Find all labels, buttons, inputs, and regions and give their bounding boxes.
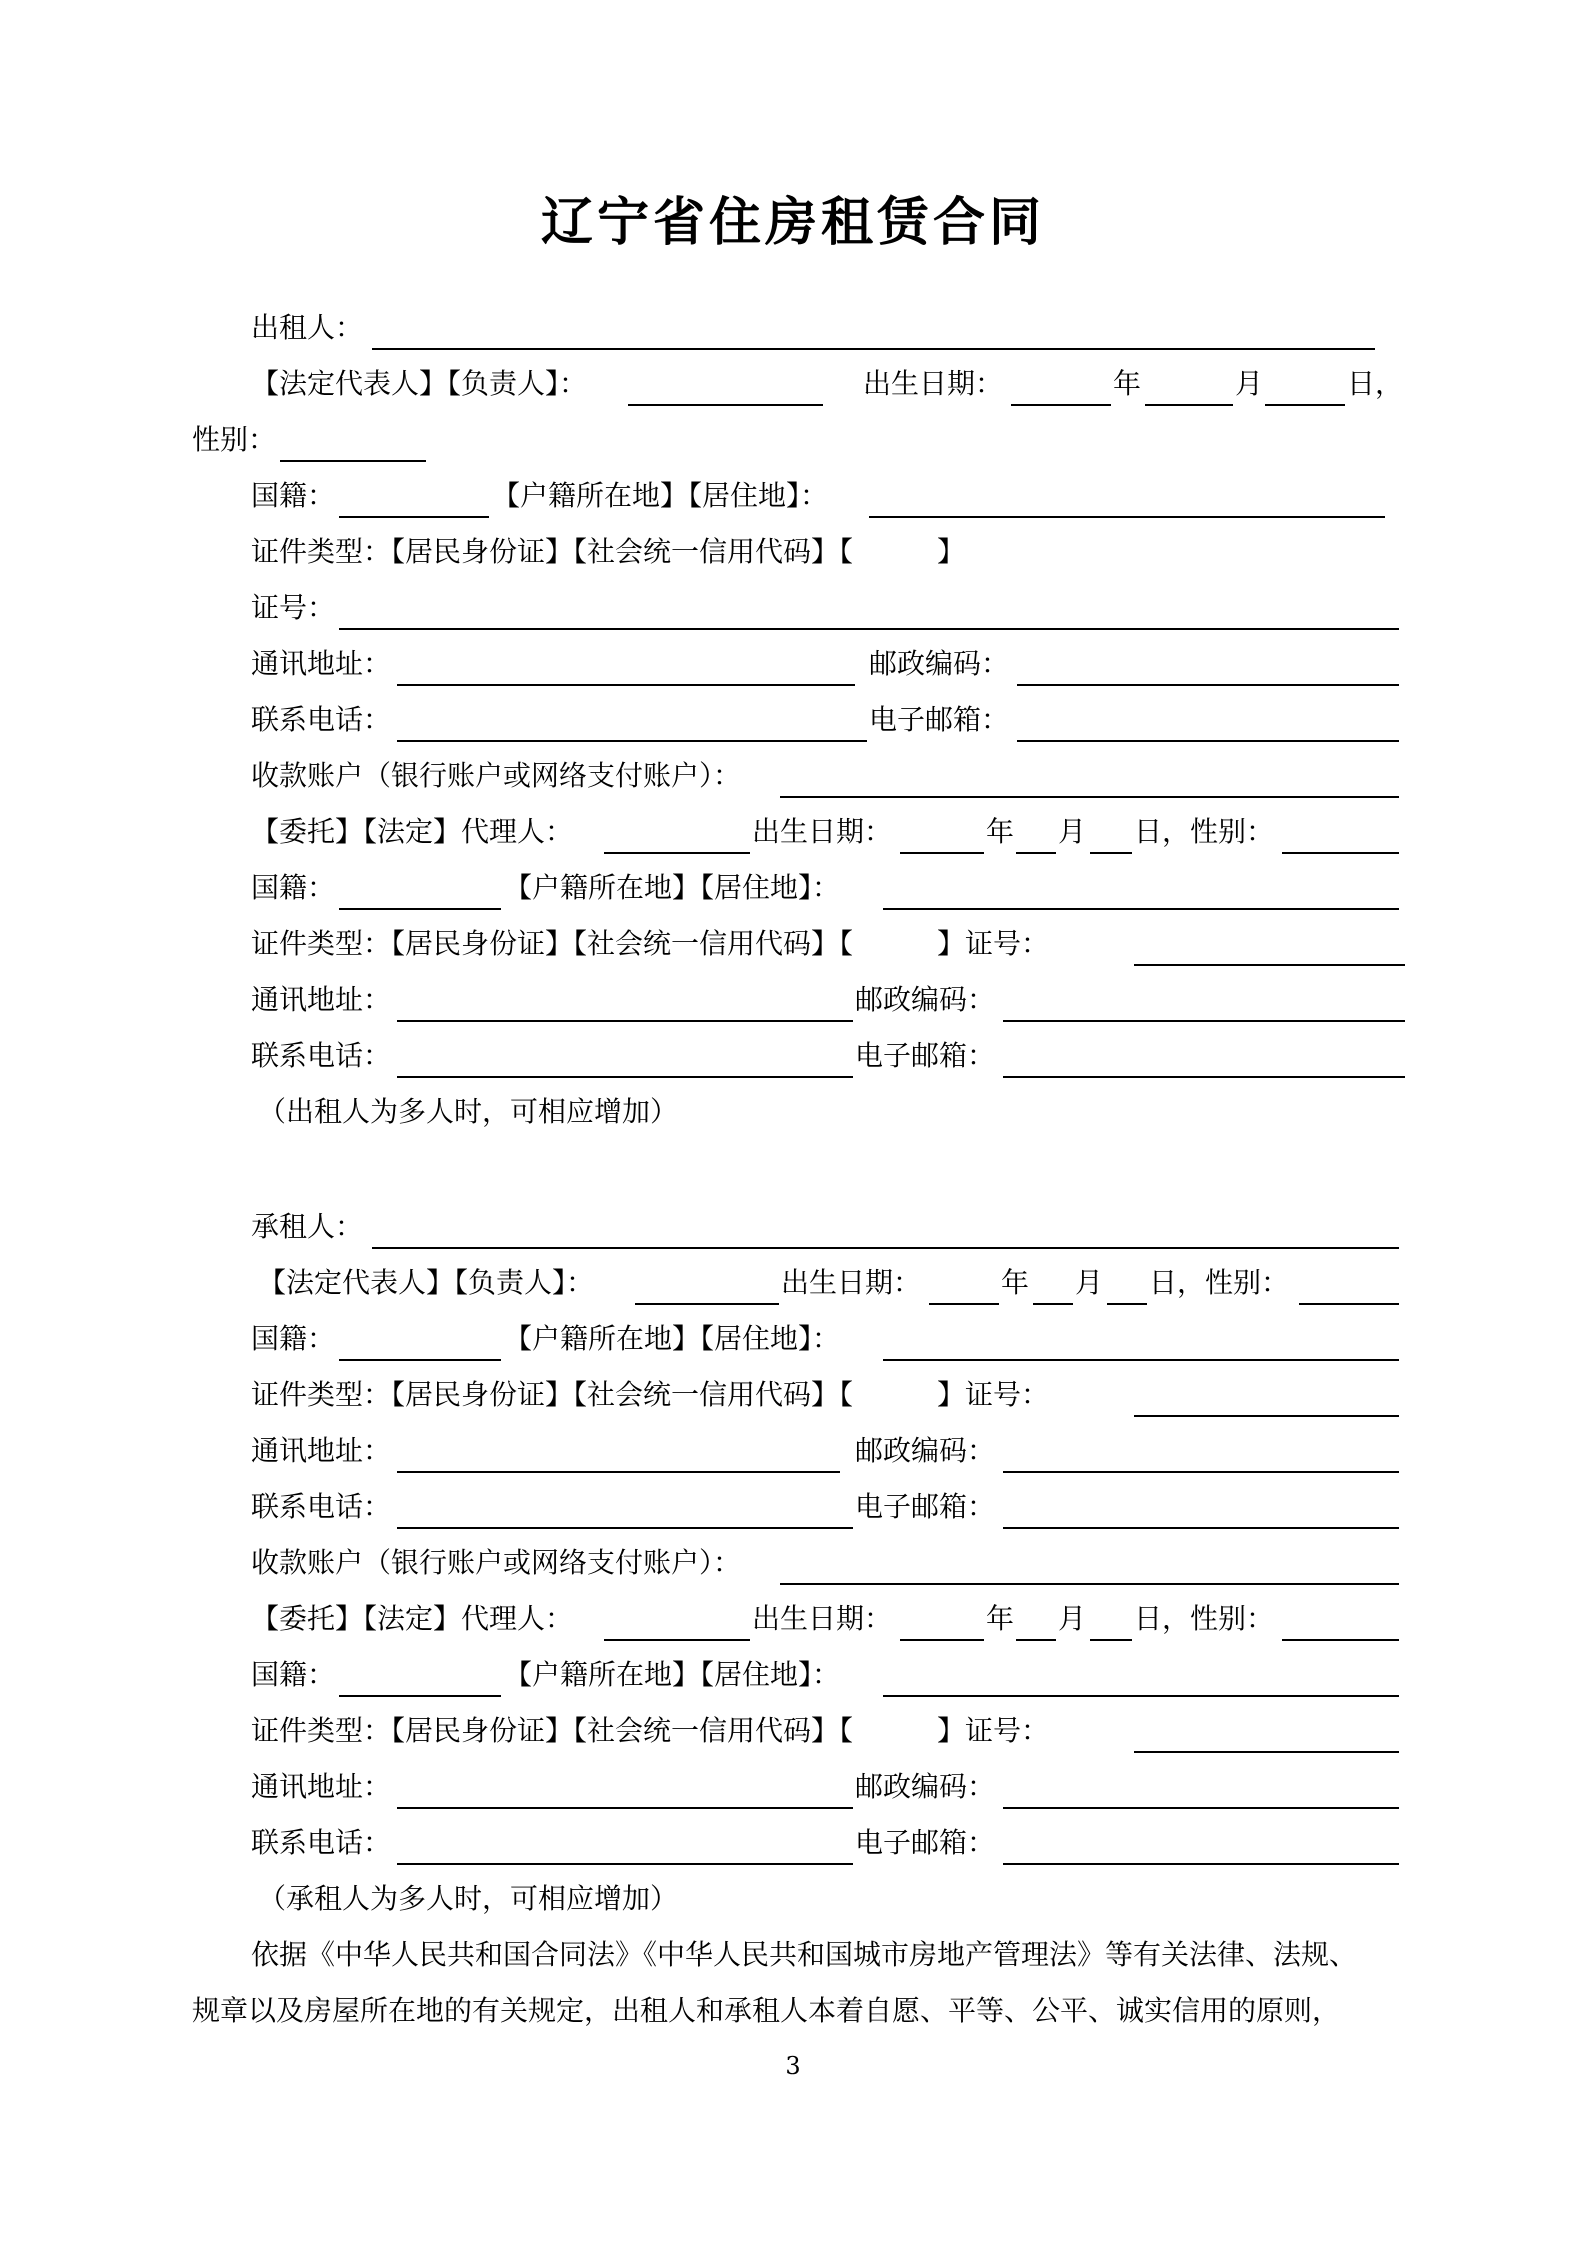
lessor-agent-address-field[interactable] xyxy=(397,1020,853,1022)
lessor-nationality-label: 国籍： xyxy=(251,479,336,512)
lessor-agent-postcode-label: 邮政编码： xyxy=(855,983,996,1016)
lessor-agent-year-field[interactable] xyxy=(900,852,984,854)
lessee-rep-field[interactable] xyxy=(635,1303,779,1305)
lessee-agent-phone-field[interactable] xyxy=(397,1863,853,1865)
lessor-email-field[interactable] xyxy=(1017,740,1399,742)
lessee-address-row xyxy=(0,1431,1586,1481)
lessee-agent-postcode-field[interactable] xyxy=(1003,1807,1399,1809)
lessor-email-label: 电子邮箱： xyxy=(869,703,1010,736)
lessee-account-field[interactable] xyxy=(780,1583,1399,1585)
lessee-agent-day-gender-label: 日，性别： xyxy=(1134,1602,1275,1635)
basis-paragraph-line-1: 依据《中华人民共和国合同法》《中华人民共和国城市房地产管理法》等有关法律、法规、 xyxy=(251,1938,1358,1971)
lessee-agent-birth-label: 出生日期： xyxy=(752,1602,893,1635)
lessor-agent-field[interactable] xyxy=(604,852,750,854)
lessee-agent-nationality-row xyxy=(0,1655,1586,1705)
lessee-agent-phone-row xyxy=(0,1823,1586,1873)
lessor-agent-month-field[interactable] xyxy=(1016,852,1056,854)
lessor-address-field[interactable] xyxy=(397,684,855,686)
lessee-nationality-row xyxy=(0,1319,1586,1369)
lessee-agent-year-field[interactable] xyxy=(900,1639,984,1641)
lessor-agent-year-label: 年 xyxy=(986,815,1015,848)
lessor-agent-birth-label: 出生日期： xyxy=(752,815,893,848)
lessee-postcode-field[interactable] xyxy=(1003,1471,1399,1473)
lessor-agent-nationality-row xyxy=(0,868,1586,918)
lessee-agent-month-field[interactable] xyxy=(1016,1639,1056,1641)
lessor-postcode-label: 邮政编码： xyxy=(869,647,1010,680)
lessee-agent-email-label: 电子邮箱： xyxy=(855,1826,996,1859)
lessor-gender-row xyxy=(0,420,1586,470)
lessor-note: （出租人为多人时，可相应增加） xyxy=(258,1095,679,1128)
lessee-postcode-label: 邮政编码： xyxy=(855,1434,996,1467)
lessee-agent-nationality-field[interactable] xyxy=(339,1695,501,1697)
lessor-address-label: 通讯地址： xyxy=(251,647,392,680)
lessee-residence-label: 【户籍所在地】【居住地】： xyxy=(504,1322,841,1355)
lessee-rep-label: 【法定代表人】【负责人】： xyxy=(258,1266,595,1299)
lessee-agent-id-no-field[interactable] xyxy=(1134,1751,1399,1753)
lessor-agent-label: 【委托】【法定】代理人： xyxy=(251,815,574,848)
lessee-account-row xyxy=(0,1543,1586,1593)
lessee-month-label: 月 xyxy=(1075,1266,1104,1299)
lessor-name-row xyxy=(0,308,1586,358)
lessor-agent-id-type-label: 证件类型：【居民身份证】【社会统一信用代码】【 】证号： xyxy=(251,927,1050,960)
lessor-phone-row xyxy=(0,700,1586,750)
lessor-agent-gender-field[interactable] xyxy=(1282,852,1399,854)
lessee-phone-row xyxy=(0,1487,1586,1537)
lessee-agent-gender-field[interactable] xyxy=(1282,1639,1399,1641)
lessor-rep-row xyxy=(0,364,1586,414)
lessor-nationality-field[interactable] xyxy=(339,516,489,518)
lessor-id-no-label: 证号： xyxy=(251,591,336,624)
lessor-agent-residence-label: 【户籍所在地】【居住地】： xyxy=(504,871,841,904)
lessee-agent-residence-label: 【户籍所在地】【居住地】： xyxy=(504,1658,841,1691)
lessor-birth-month-field[interactable] xyxy=(1145,404,1233,406)
lessee-agent-year-label: 年 xyxy=(986,1602,1015,1635)
lessor-agent-month-label: 月 xyxy=(1058,815,1087,848)
lessee-birth-label: 出生日期： xyxy=(781,1266,922,1299)
basis-paragraph-line-2: 规章以及房屋所在地的有关规定，出租人和承租人本着自愿、平等、公平、诚实信用的原则， xyxy=(192,1994,1341,2027)
lessee-residence-field[interactable] xyxy=(883,1359,1399,1361)
lessor-nationality-row xyxy=(0,476,1586,526)
lessee-id-type-label: 证件类型：【居民身份证】【社会统一信用代码】【 】证号： xyxy=(251,1378,1050,1411)
lessee-agent-label: 【委托】【法定】代理人： xyxy=(251,1602,574,1635)
lessee-agent-email-field[interactable] xyxy=(1003,1863,1399,1865)
lessee-address-field[interactable] xyxy=(397,1471,840,1473)
lessee-agent-row xyxy=(0,1599,1586,1649)
lessee-agent-id-type-label: 证件类型：【居民身份证】【社会统一信用代码】【 】证号： xyxy=(251,1714,1050,1747)
lessor-agent-residence-field[interactable] xyxy=(883,908,1399,910)
lessor-rep-field[interactable] xyxy=(628,404,823,406)
lessor-agent-phone-field[interactable] xyxy=(397,1076,853,1078)
lessee-agent-id-row xyxy=(0,1711,1586,1761)
lessor-gender-field[interactable] xyxy=(280,460,426,462)
lessor-name-field[interactable] xyxy=(372,348,1375,350)
lessor-agent-day-gender-label: 日，性别： xyxy=(1134,815,1275,848)
lessor-agent-id-row xyxy=(0,924,1586,974)
lessor-day-label: 日， xyxy=(1347,367,1404,400)
lessor-account-row xyxy=(0,756,1586,806)
lessor-note-row xyxy=(0,1092,1586,1142)
lessor-phone-label: 联系电话： xyxy=(251,703,392,736)
lessee-email-field[interactable] xyxy=(1003,1527,1399,1529)
lessee-email-label: 电子邮箱： xyxy=(855,1490,996,1523)
lessee-rep-row xyxy=(0,1263,1586,1313)
lessee-phone-field[interactable] xyxy=(397,1527,853,1529)
lessor-account-field[interactable] xyxy=(780,796,1399,798)
lessee-nationality-field[interactable] xyxy=(339,1359,501,1361)
lessor-residence-field[interactable] xyxy=(869,516,1385,518)
lessor-gender-label: 性别： xyxy=(192,423,277,456)
lessor-agent-nationality-field[interactable] xyxy=(339,908,501,910)
lessee-agent-address-label: 通讯地址： xyxy=(251,1770,392,1803)
lessor-agent-phone-row xyxy=(0,1036,1586,1086)
lessor-rep-label: 【法定代表人】【负责人】： xyxy=(251,367,588,400)
lessee-birth-month-field[interactable] xyxy=(1033,1303,1073,1305)
lessee-phone-label: 联系电话： xyxy=(251,1490,392,1523)
lessee-birth-year-field[interactable] xyxy=(929,1303,999,1305)
lessee-agent-day-field[interactable] xyxy=(1090,1639,1132,1641)
lessor-id-type-row xyxy=(0,532,1586,582)
lessor-month-label: 月 xyxy=(1235,367,1264,400)
lessor-id-no-field[interactable] xyxy=(339,628,1399,630)
lessee-account-label: 收款账户（银行账户或网络支付账户）： xyxy=(251,1546,742,1579)
lessee-birth-day-field[interactable] xyxy=(1107,1303,1147,1305)
lessor-account-label: 收款账户（银行账户或网络支付账户）： xyxy=(251,759,742,792)
lessee-agent-nationality-label: 国籍： xyxy=(251,1658,336,1691)
lessee-nationality-label: 国籍： xyxy=(251,1322,336,1355)
lessor-birth-year-field[interactable] xyxy=(1011,404,1111,406)
lessor-agent-id-no-field[interactable] xyxy=(1134,964,1405,966)
lessor-agent-phone-label: 联系电话： xyxy=(251,1039,392,1072)
lessor-postcode-field[interactable] xyxy=(1017,684,1399,686)
lessee-gender-field[interactable] xyxy=(1299,1303,1399,1305)
lessee-agent-address-row xyxy=(0,1767,1586,1817)
lessee-name-row xyxy=(0,1207,1586,1257)
lessor-agent-postcode-field[interactable] xyxy=(1003,1020,1405,1022)
lessee-agent-phone-label: 联系电话： xyxy=(251,1826,392,1859)
lessee-agent-field[interactable] xyxy=(604,1639,750,1641)
lessee-agent-postcode-label: 邮政编码： xyxy=(855,1770,996,1803)
lessee-agent-month-label: 月 xyxy=(1058,1602,1087,1635)
lessor-agent-row xyxy=(0,812,1586,862)
page-number: 3 xyxy=(785,2052,801,2080)
lessee-year-label: 年 xyxy=(1001,1266,1030,1299)
lessee-id-row xyxy=(0,1375,1586,1425)
lessee-name-field[interactable] xyxy=(372,1247,1399,1249)
lessee-day-gender-label: 日，性别： xyxy=(1149,1266,1290,1299)
lessor-id-type-label: 证件类型：【居民身份证】【社会统一信用代码】【 】 xyxy=(251,535,966,568)
lessor-agent-email-label: 电子邮箱： xyxy=(855,1039,996,1072)
lessor-agent-day-field[interactable] xyxy=(1090,852,1132,854)
lessor-agent-nationality-label: 国籍： xyxy=(251,871,336,904)
lessee-agent-residence-field[interactable] xyxy=(883,1695,1399,1697)
lessor-birth-label: 出生日期： xyxy=(863,367,1004,400)
lessee-name-label: 承租人： xyxy=(251,1210,364,1243)
lessee-agent-address-field[interactable] xyxy=(397,1807,853,1809)
lessor-agent-address-label: 通讯地址： xyxy=(251,983,392,1016)
lessor-residence-label: 【户籍所在地】【居住地】： xyxy=(492,479,829,512)
lessor-id-no-row xyxy=(0,588,1586,638)
lessee-id-no-field[interactable] xyxy=(1134,1415,1399,1417)
lessor-year-label: 年 xyxy=(1113,367,1142,400)
lessor-name-label: 出租人： xyxy=(251,311,364,344)
lessor-agent-address-row xyxy=(0,980,1586,1030)
lessor-agent-email-field[interactable] xyxy=(1003,1076,1405,1078)
lessor-phone-field[interactable] xyxy=(397,740,867,742)
lessor-birth-day-field[interactable] xyxy=(1265,404,1345,406)
lessee-address-label: 通讯地址： xyxy=(251,1434,392,1467)
document-title: 辽宁省住房租赁合同 xyxy=(540,193,1045,253)
lessor-address-row xyxy=(0,644,1586,694)
lessee-note: （承租人为多人时，可相应增加） xyxy=(258,1882,679,1915)
lessee-note-row xyxy=(0,1879,1586,1929)
